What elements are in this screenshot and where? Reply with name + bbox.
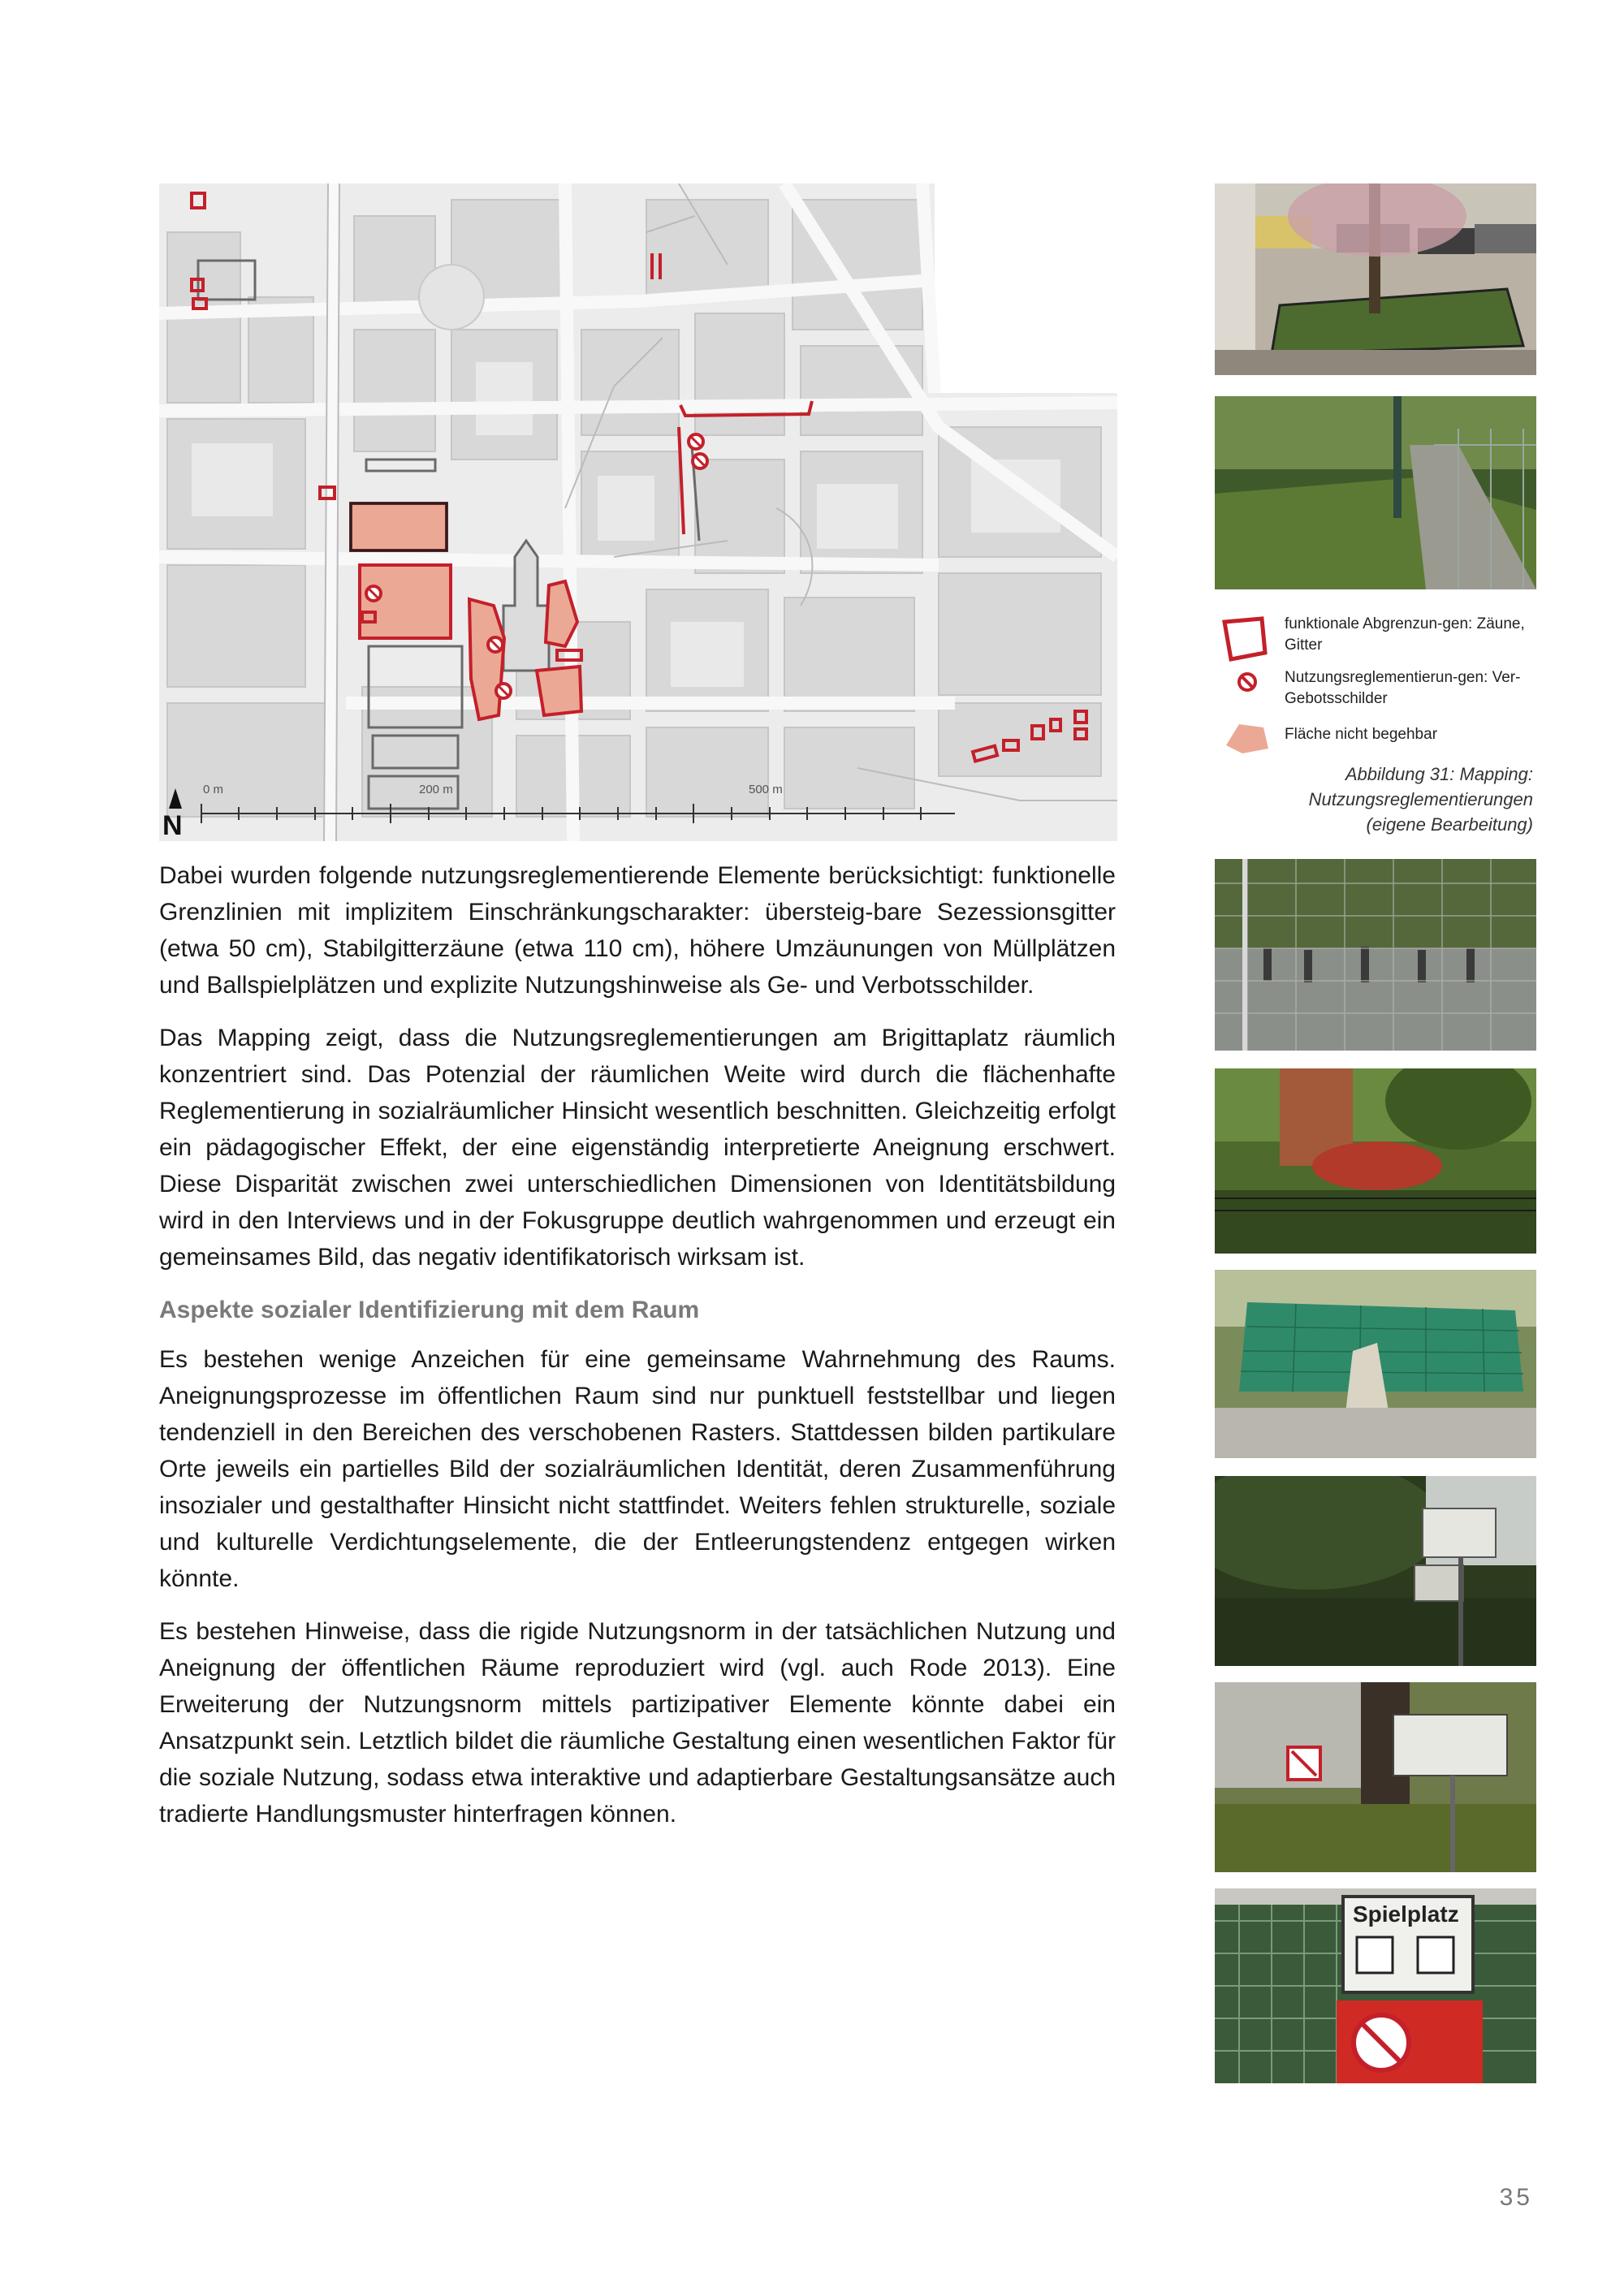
north-label: N [162,810,183,841]
legend-text-signs: Nutzungsreglementierun-gen: Ver- Gebotsschilder [1285,669,1521,707]
legend-text-area: Fläche nicht begehbar [1285,726,1438,743]
paragraph-2: Das Mapping zeigt, dass die Nutzungsreglementierungen am Brigittaplatz räumlich konzentriert sind. Das Potenzial der räumlichen Weite wird durch die flächenhafte Reglementierung in sozialräumlicher Hinsicht wesentlich beschnitten. Gleichzeitig erfolgt ein pädagogischer Effekt, der eine eigenständig interpretierte Aneignung erschwert. Diese Disparität zwischen zwei unterschiedlichen Dimensionen von Identitätsbildung wird in den Interviews und in der Fokusgruppe deutlich wahrgenommen und erzeugt ein gemeinsames Bild, das negativ identifikatorisch wirksam ist. [159,1025,1116,1271]
caption-line-2: Nutzungsreglementierungen [1308,789,1533,809]
paragraph-4: Es bestehen Hinweise, dass die rigide Nutzungsnorm in der tatsächlichen Nutzung und Aneignung der öffentlichen Räume reproduziert wird (vgl. auch Rode 2013). Eine Erweiterung der Nutzungsnorm mittels partizipativer Elemente könnte dabei ein Ansatzpunkt sein. Letztlich bildet die räumliche Gestaltung einen wesentlichen Faktor für die soziale Nutzung, sodass etwa interaktive und adaptierbare Gestaltungsansätze auch tradierte Handlungsmuster hinterfragen können. [159,1618,1116,1828]
photo-green-enclosure [1215,1270,1536,1458]
photo-sign-at-tree [1215,1682,1536,1872]
body-text [159,857,1116,1849]
filled-area-icon [1223,716,1272,757]
photo-fenced-tree-bed [1215,183,1536,375]
paragraph-3: Es bestehen wenige Anzeichen für eine gemeinsame Wahrnehmung des Raums. Aneignungsprozesse im öffentlichen Raum sind nur punktuell feststellbar und liegen tendenziell in den Bereichen des verschobenen Rasters. Stattdessen bilden partikulare Orte jeweils ein partielles Bild der sozialräumlichen Identität, deren Zusammenführung insozialer und gestalthafter Hinsicht nicht stattfindet. Weiters fehlen strukturelle, soziale und kulturelle Verdichtungselemente, die der Entleerungstendenz entgegen wirken könnte. [159,1346,1116,1592]
city-map [159,183,1117,841]
scale-label-200: 200 m [419,783,453,796]
figure-caption [1127,762,1533,837]
mapping-figure [159,183,1117,841]
scale-label-0: 0 m [203,783,224,796]
paragraph-1: Dabei wurden folgende nutzungsreglementierende Elemente berücksichtigt: funktionelle Grenzlinien mit implizitem Einschränkungscharakter: übersteig-bare Sezessionsgitter (etwa 50 cm), Stabilgitterzäune (etwa 110 cm), höhere Umzäunungen von Müllplätzen und Ballspielplätzen und explizite Nutzungshinweise als Ge- und Verbotsschilder. [159,862,1116,999]
photo-ball-cage [1215,859,1536,1051]
spielplatz-sign-text: Spielplatz [1353,1901,1459,1927]
caption-line-1: Abbildung 31: Mapping: [1345,764,1533,784]
legend-text-fences: funktionale Abgrenzun-gen: Zäune, Gitter [1285,615,1525,654]
section-heading: Aspekte sozialer Identifizierung mit dem Raum [159,1297,700,1323]
photo-path-with-fence [1215,396,1536,589]
fence-outline-icon [1220,615,1268,664]
page-number: 35 [1499,2184,1533,2211]
photo-flowerbed-church [1215,1068,1536,1254]
prohibition-sign-icon [1236,671,1268,703]
photo-trees-sign [1215,1476,1536,1666]
scale-label-500: 500 m [749,783,783,796]
caption-line-3: (eigene Bearbeitung) [1366,814,1533,835]
photo-spielplatz-sign [1215,1888,1536,2083]
